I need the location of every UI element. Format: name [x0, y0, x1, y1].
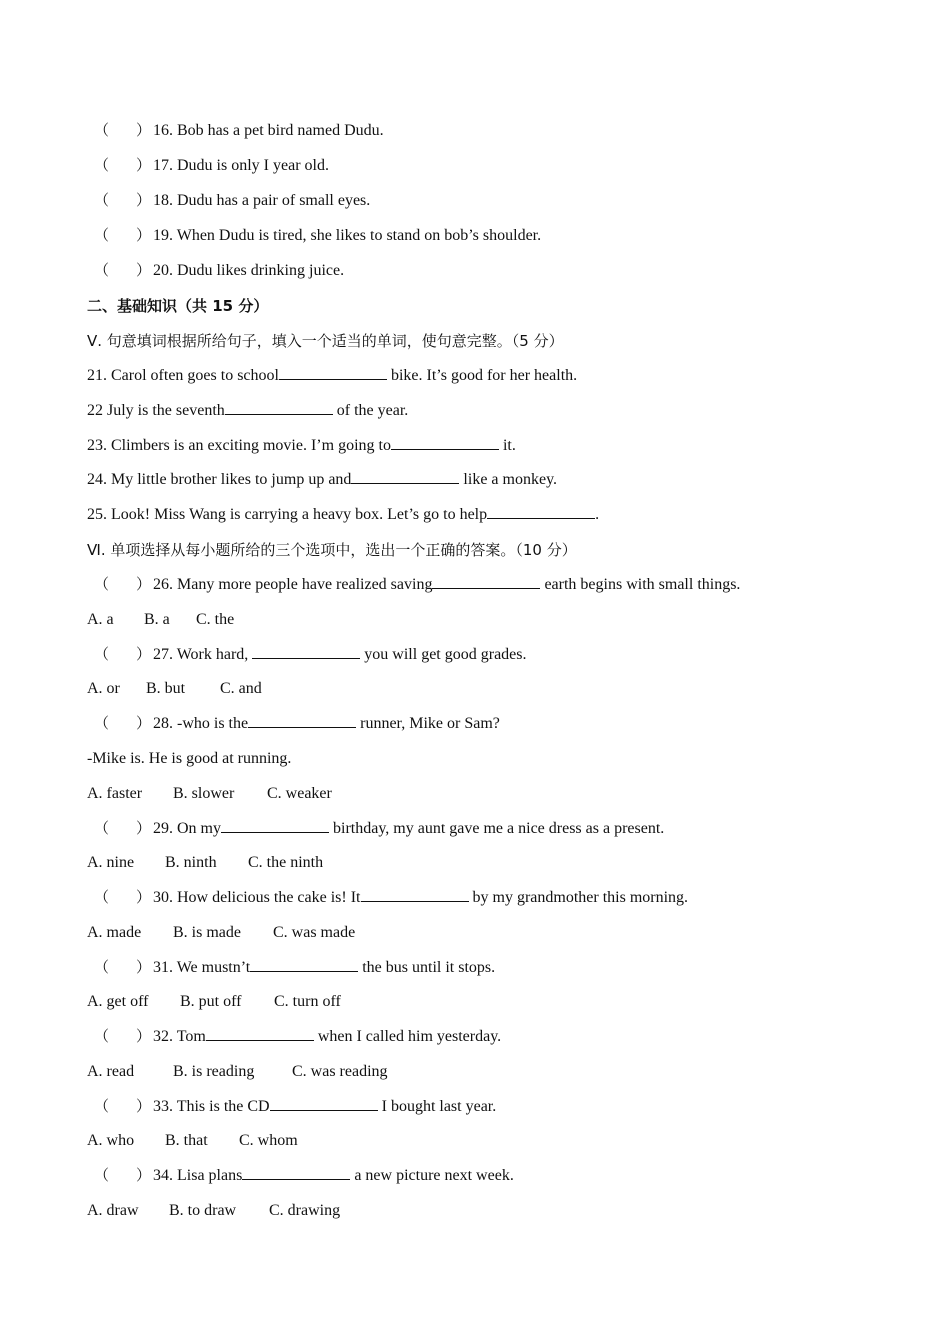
answer-paren-open[interactable]: （: [94, 716, 110, 732]
fill-item: [87, 504, 599, 526]
answer-paren-close: ）: [136, 716, 152, 732]
answer-blank: [206, 1026, 314, 1041]
option-a[interactable]: A. who: [87, 1132, 135, 1149]
answer-paren-close: ）: [136, 890, 152, 906]
option-c[interactable]: C. the: [196, 611, 235, 628]
answer-paren-close: ）: [136, 193, 152, 209]
option-c[interactable]: C. was reading: [292, 1063, 388, 1080]
question-text: [153, 644, 527, 666]
option-a[interactable]: A. a: [87, 611, 114, 628]
answer-paren-open[interactable]: （: [94, 263, 110, 279]
question-after: when I called him yesterday.: [313, 1028, 502, 1045]
question-before: 34. Lisa plans: [153, 1167, 243, 1184]
option-a[interactable]: A. read: [87, 1063, 135, 1080]
question-text: [153, 1026, 501, 1048]
question-text: [153, 1096, 496, 1118]
answer-paren-close: ）: [136, 821, 152, 837]
question-text: [153, 818, 664, 840]
option-b[interactable]: B. ninth: [165, 854, 217, 871]
option-a[interactable]: A. nine: [87, 854, 135, 871]
question-text: 20. Dudu likes drinking juice.: [153, 262, 345, 279]
option-a[interactable]: A. or: [87, 680, 120, 697]
question-after: you will get good grades.: [360, 646, 527, 663]
section-title: Ⅴ. 句意填词根据所给句子，填入一个适当的单词，使句意完整。（5 分）: [87, 332, 564, 350]
answer-blank: [361, 887, 469, 902]
answer-paren-close: ）: [136, 1099, 152, 1115]
option-c[interactable]: C. was made: [273, 924, 356, 941]
answer-paren-open[interactable]: （: [94, 193, 110, 209]
question-before: 29. On my: [153, 820, 221, 837]
question-text: 18. Dudu has a pair of small eyes.: [153, 192, 371, 209]
option-c[interactable]: C. whom: [239, 1132, 298, 1149]
answer-paren-close: ）: [136, 647, 152, 663]
option-b[interactable]: B. put off: [180, 993, 242, 1010]
fill-item: [87, 365, 577, 387]
question-text: [153, 713, 500, 735]
option-b[interactable]: B. a: [144, 611, 170, 628]
answer-blank[interactable]: [487, 504, 595, 519]
options-row: [87, 1200, 340, 1222]
answer-paren-open[interactable]: （: [94, 960, 110, 976]
option-c[interactable]: C. turn off: [274, 993, 341, 1010]
answer-paren-open[interactable]: （: [94, 228, 110, 244]
question-text: 17. Dudu is only I year old.: [153, 157, 329, 174]
options-row: [87, 1061, 388, 1083]
answer-paren-close: ）: [136, 1029, 152, 1045]
answer-paren-open[interactable]: （: [94, 577, 110, 593]
fill-after: bike. It’s good for her health.: [386, 367, 578, 384]
answer-paren-open[interactable]: （: [94, 1029, 110, 1045]
fill-after: .: [595, 506, 600, 523]
answer-blank: [432, 574, 540, 589]
section-title: Ⅵ. 单项选择从每小题所给的三个选项中，选出一个正确的答案。（10 分）: [87, 541, 577, 559]
answer-paren-close: ）: [136, 228, 152, 244]
question-after: earth begins with small things.: [540, 576, 741, 593]
question-after: birthday, my aunt gave me a nice dress as a present.: [329, 820, 665, 837]
question-text: 19. When Dudu is tired, she likes to stand on bob’s shoulder.: [153, 227, 542, 244]
fill-after: it.: [498, 437, 516, 454]
answer-paren-close: ）: [136, 577, 152, 593]
answer-paren-open[interactable]: （: [94, 890, 110, 906]
answer-blank[interactable]: [351, 469, 459, 484]
fill-before: 21. Carol often goes to school: [87, 367, 279, 384]
fill-before: 24. My little brother likes to jump up and: [87, 471, 352, 488]
question-after: by my grandmother this morning.: [468, 889, 689, 906]
answer-blank: [250, 957, 358, 972]
fill-before: 22 July is the seventh: [87, 402, 225, 419]
fill-item: [87, 469, 557, 491]
option-b[interactable]: B. is made: [173, 924, 241, 941]
question-after: I bought last year.: [377, 1098, 497, 1115]
answer-paren-close: ）: [136, 960, 152, 976]
question-after: runner, Mike or Sam?: [356, 715, 500, 732]
option-a[interactable]: A. get off: [87, 993, 149, 1010]
question-before: 30. How delicious the cake is! It: [153, 889, 361, 906]
option-c[interactable]: C. weaker: [267, 785, 332, 802]
fill-after: of the year.: [332, 402, 409, 419]
answer-blank: [270, 1096, 378, 1111]
question-before: 26. Many more people have realized saving: [153, 576, 433, 593]
fill-before: 23. Climbers is an exciting movie. I’m going to: [87, 437, 391, 454]
answer-blank: [242, 1165, 350, 1180]
answer-paren-open[interactable]: （: [94, 647, 110, 663]
answer-blank: [252, 644, 360, 659]
dialog-reply: -Mike is. He is good at running.: [87, 750, 292, 767]
question-after: the bus until it stops.: [358, 959, 496, 976]
question-text: [153, 574, 740, 596]
answer-blank[interactable]: [279, 365, 387, 380]
question-before: 27. Work hard,: [153, 646, 253, 663]
question-before: 31. We mustn’t: [153, 959, 251, 976]
option-b[interactable]: B. but: [146, 680, 186, 697]
options-row: [87, 783, 332, 805]
answer-paren-open[interactable]: （: [94, 158, 110, 174]
option-b[interactable]: B. is reading: [173, 1063, 255, 1080]
fill-item: [87, 435, 516, 457]
option-b[interactable]: B. slower: [173, 785, 235, 802]
question-after: a new picture next week.: [350, 1167, 514, 1184]
option-a[interactable]: A. made: [87, 924, 142, 941]
answer-paren-open[interactable]: （: [94, 123, 110, 139]
answer-blank[interactable]: [225, 400, 333, 415]
question-text: [153, 887, 688, 909]
option-a[interactable]: A. draw: [87, 1202, 139, 1219]
part-heading: 二、基础知识（共 15 分）: [87, 297, 269, 315]
options-row: [87, 991, 341, 1013]
answer-paren-open[interactable]: （: [94, 1099, 110, 1115]
answer-blank: [221, 818, 329, 833]
option-b[interactable]: B. to draw: [169, 1202, 237, 1219]
option-c[interactable]: C. and: [220, 680, 262, 697]
answer-blank: [248, 713, 356, 728]
answer-paren-close: ）: [136, 1168, 152, 1184]
options-row: [87, 678, 262, 700]
fill-after: like a monkey.: [459, 471, 558, 488]
fill-before: 25. Look! Miss Wang is carrying a heavy box. Let’s go to help: [87, 506, 488, 523]
question-text: 16. Bob has a pet bird named Dudu.: [153, 122, 384, 139]
question-text: [153, 957, 495, 979]
options-row: [87, 1130, 298, 1152]
answer-paren-close: ）: [136, 158, 152, 174]
options-row: [87, 922, 355, 944]
answer-paren-close: ）: [136, 263, 152, 279]
answer-paren-open[interactable]: （: [94, 821, 110, 837]
question-before: 32. Tom: [153, 1028, 206, 1045]
option-c[interactable]: C. the ninth: [248, 854, 324, 871]
option-b[interactable]: B. that: [165, 1132, 208, 1149]
fill-item: [87, 400, 408, 422]
question-before: 28. -who is the: [153, 715, 249, 732]
question-text: [153, 1165, 514, 1187]
answer-paren-open[interactable]: （: [94, 1168, 110, 1184]
answer-paren-close: ）: [136, 123, 152, 139]
option-c[interactable]: C. drawing: [269, 1202, 341, 1219]
option-a[interactable]: A. faster: [87, 785, 143, 802]
question-before: 33. This is the CD: [153, 1098, 270, 1115]
options-row: [87, 852, 323, 874]
answer-blank[interactable]: [391, 435, 499, 450]
options-row: [87, 609, 234, 631]
